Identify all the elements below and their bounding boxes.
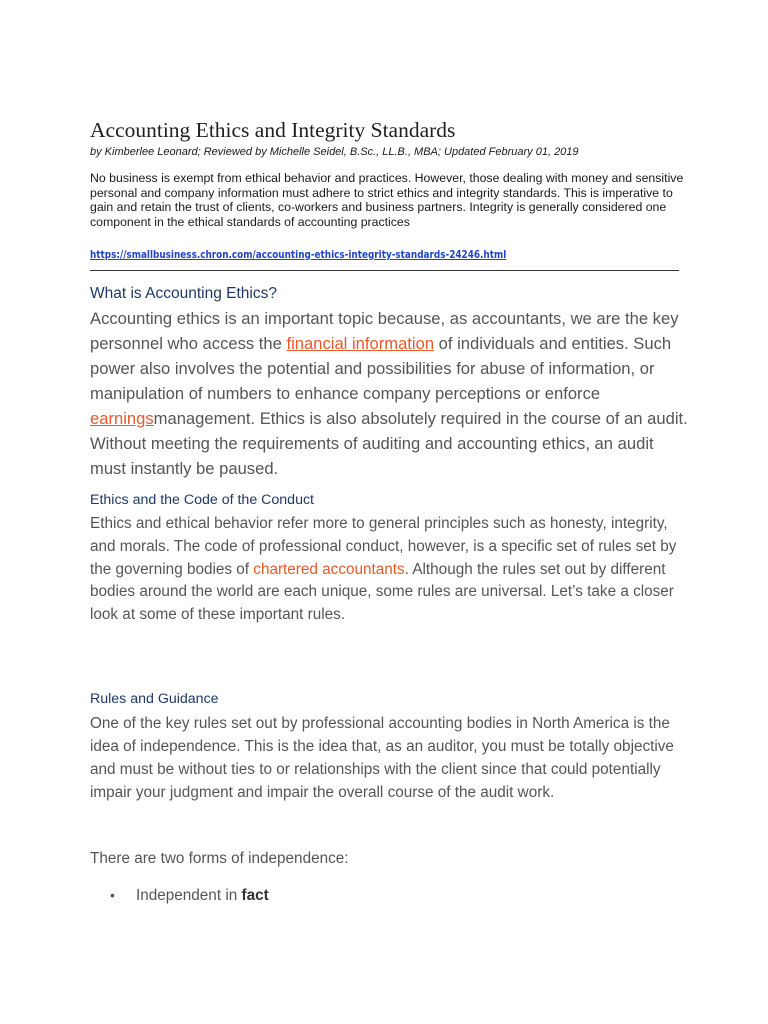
link-chartered-accountants[interactable]: chartered accountants <box>253 560 405 578</box>
intro-paragraph: No business is exempt from ethical behavior and practices. However, those dealing with money and sensitive personal and company information must adhere to strict ethics and integrity standards. This is imperative to gain and retain the trust of clients, co-workers and business partners. Integrity is generally considered one component in the ethical standards of accounting practices <box>90 171 684 229</box>
paragraph-independence: One of the key rules set out by professional accounting bodies in North America is the idea of independence. This is the idea that, as an auditor, you must be totally objective and must be without ties to or relationships with the client since that could potentially impair your judgment and impair the overall course of the audit work. <box>90 715 674 801</box>
text-segment: management. Ethics is also absolutely required in the course of an audit. Without meeting the requirements of auditing and accounting ethics, an audit must instantly be paused. <box>90 409 688 478</box>
paragraph-two-forms: There are two forms of independence: <box>90 850 349 867</box>
bullet-icon: • <box>110 887 115 903</box>
list-item <box>110 887 269 905</box>
paragraph-code-of-conduct <box>90 513 690 627</box>
text-segment: . Although the rules set out by different bodies around the world are each unique, some rules are universal. Let’s take a closer look at some of these important rules. <box>90 560 674 624</box>
text-segment: Ethics and ethical behavior refer more to general principles such as honesty, integrity, and morals. The code of professional conduct, however, is a specific set of rules set by the governing bodies of <box>90 515 677 578</box>
heading-rules-and-guidance: Rules and Guidance <box>90 691 219 707</box>
document-byline: by Kimberlee Leonard; Reviewed by Michelle Seidel, B.Sc., LL.B., MBA; Updated February 01, 2019 <box>90 146 579 158</box>
heading-code-of-conduct: Ethics and the Code of the Conduct <box>90 492 314 508</box>
document-title: Accounting Ethics and Integrity Standards <box>90 118 456 142</box>
link-earnings[interactable]: earnings <box>90 409 154 428</box>
link-financial-information[interactable]: financial information <box>286 334 435 353</box>
paragraph-accounting-ethics <box>90 306 690 481</box>
heading-what-is-accounting-ethics: What is Accounting Ethics? <box>90 285 277 302</box>
horizontal-rule <box>90 270 679 271</box>
list-item-emphasis: fact <box>241 887 269 904</box>
list-item-text: Independent in <box>136 887 242 904</box>
text-segment: Accounting ethics is an important topic because, as accountants, we are the key personnel who access the <box>90 309 679 353</box>
text-segment: of individuals and entities. Such power also involves the potential and possibilities for abuse of information, or manipulation of numbers to enhance company perceptions or enforce <box>90 334 672 403</box>
source-url-link[interactable]: https://smallbusiness.chron.com/accounting-ethics-integrity-standards-24246.html <box>90 249 507 261</box>
independence-forms-list <box>110 887 269 905</box>
